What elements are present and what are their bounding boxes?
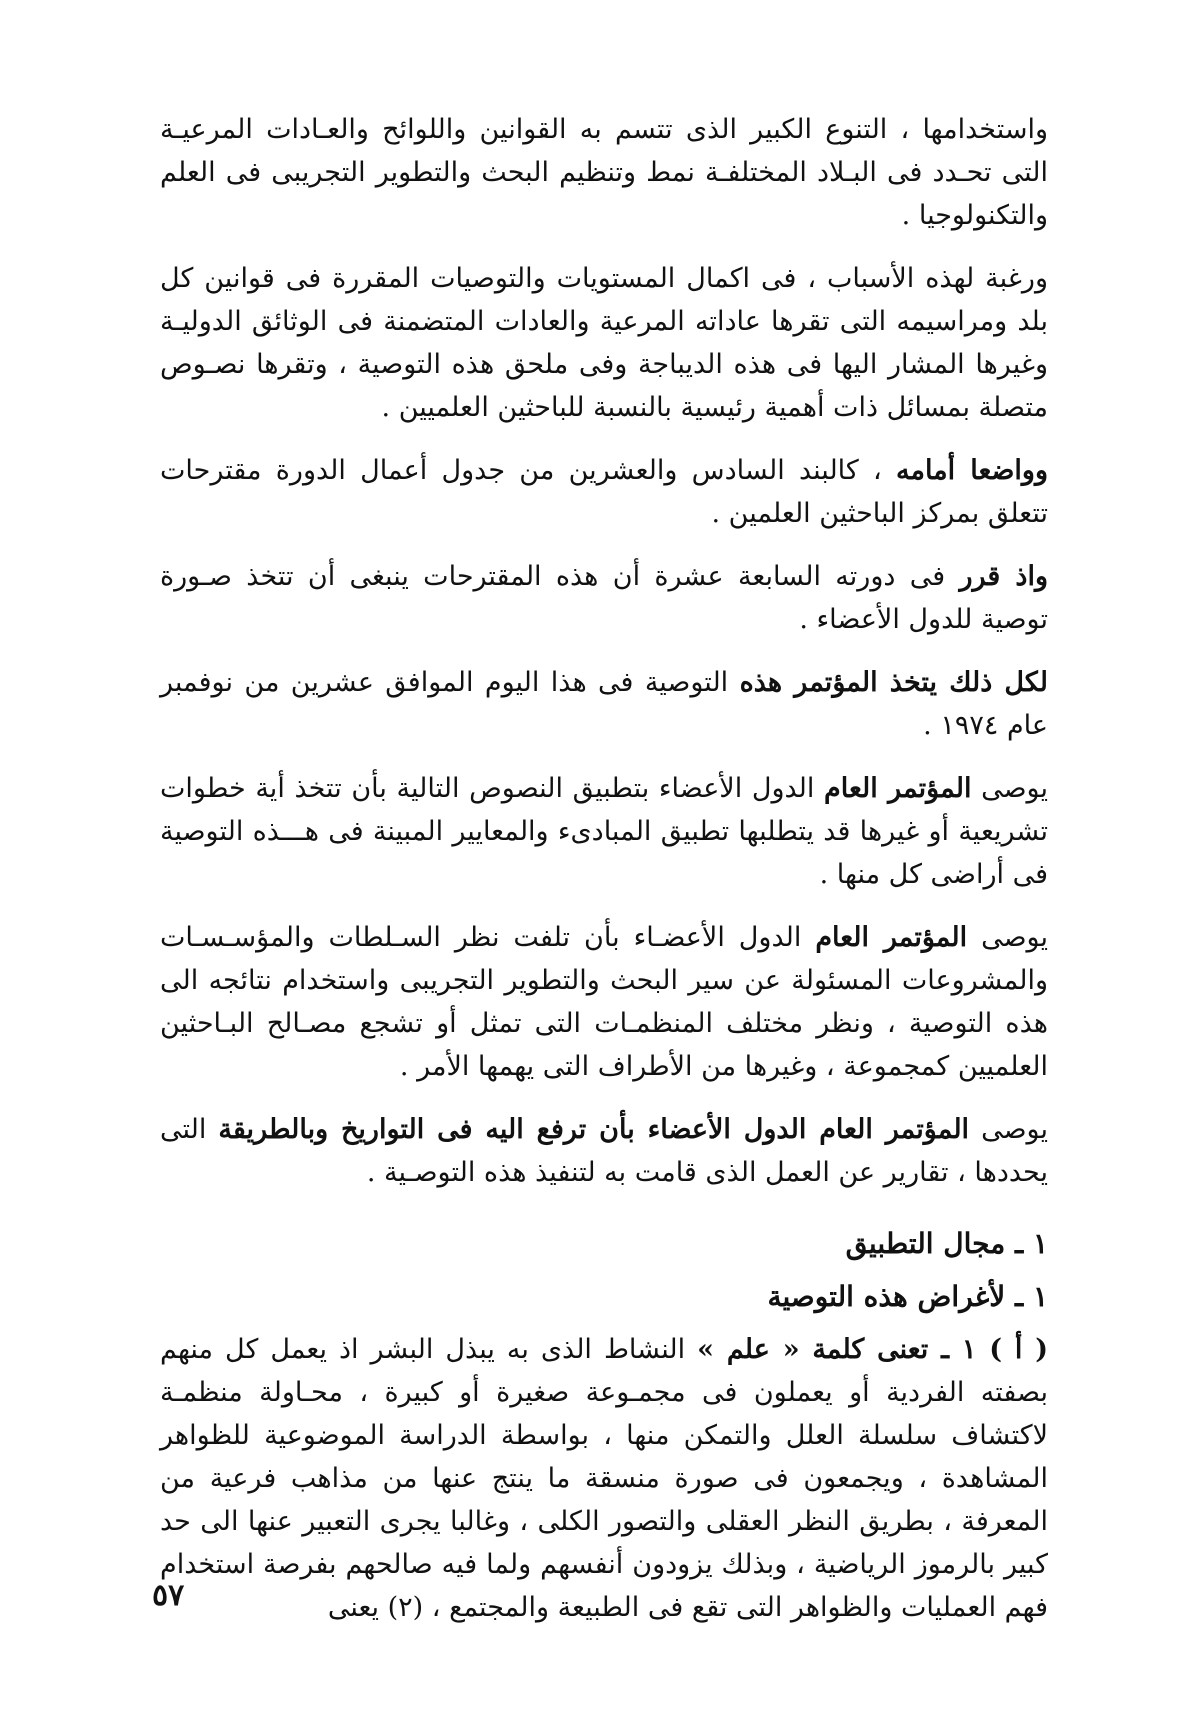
paragraph-1-text: واستخدامها ، التنوع الكبير الذى تتسم به القوانين واللوائح والعـادات المرعيـة التى تحـدد فى البـلاد المختلفـة نمط وتنظيم البحث والتطوير التجريبى فى العلم والتكنولوجيا . <box>160 114 1048 231</box>
paragraph-2-text: ورغبة لهذه الأسباب ، فى اكمال المستويات والتوصيات المقررة فى قوانين كل بلد ومراسيمه التى تقرها عاداته المرعية والعادات المتضمنة فى الوثائق الدوليـة وغيرها المشار اليها فى هذه الديباجة وفى ملحق هذه التوصية ، وتقرها نصـوص متصلة بمسائل ذات أهمية رئيسية بالنسبة للباحثين العلميين . <box>160 263 1048 423</box>
paragraph-5-lead: لكل ذلك يتخذ المؤتمر هذه <box>739 667 1048 698</box>
section-heading-purposes: ١ ـ لأغراض هذه التوصية <box>767 1280 1048 1313</box>
paragraph-3-text: ، كالبند السادس والعشرين من جدول أعمال الدورة مقترحات تتعلق بمركز الباحثين العلمين . <box>160 455 1048 529</box>
paragraph-4-lead: واذ قرر <box>959 561 1048 592</box>
body-text <box>160 108 1048 1649</box>
paragraph-8 <box>160 1108 1048 1194</box>
paragraph-2 <box>160 257 1048 429</box>
paragraph-7-text: الدول الأعضـاء بأن تلفت نظر السـلطات والمؤسـسـات والمشروعات المسئولة عن سير البحث والتطوير التجريبى واستخدام نتائجه الى هذه التوصية ، ونظر مختلف المنظمـات التى تمثل أو تشجع مصـالح البـاحثين العلميين كمجموعة ، وغيرها من الأطراف التى يهمها الأمر . <box>160 922 1048 1082</box>
paragraph-5 <box>160 661 1048 747</box>
paragraph-4-text: فى دورته السابعة عشرة أن هذه المقترحات ينبغى أن تتخذ صـورة توصية للدول الأعضاء . <box>160 561 1048 635</box>
paragraph-7 <box>160 916 1048 1088</box>
paragraph-1 <box>160 108 1048 237</box>
paragraph-8-text: التى يحددها ، تقارير عن العمل الذى قامت به لتنفيذ هذه التوصـية . <box>160 1114 1048 1188</box>
paragraph-9 <box>160 1328 1048 1629</box>
paragraph-5-text: التوصية فى هذا اليوم الموافق عشرين من نوفمبر عام ١٩٧٤ . <box>160 667 1048 741</box>
paragraph-7-lead: المؤتمر العام <box>815 922 968 953</box>
paragraph-9-lead: ( أ ) ١ ـ تعنى كلمة « علم » <box>697 1334 1048 1365</box>
paragraph-3-lead: وواضعا أمامه <box>896 455 1048 486</box>
paragraph-8-lead: المؤتمر العام الدول الأعضاء بأن ترفع اليه فى التواريخ وبالطريقة <box>218 1114 970 1145</box>
paragraph-6 <box>160 767 1048 896</box>
paragraph-6-text: الدول الأعضاء بتطبيق النصوص التالية بأن تتخذ أية خطوات تشريعية أو غيرها قد يتطلبها تطبيق المبادىء والمعايير المبينة فى هـــذه التوصية فى أراضى كل منها . <box>160 773 1048 890</box>
paragraph-9-text: النشاط الذى به يبذل البشر اذ يعمل كل منهم بصفته الفردية أو يعملون فى مجمـوعة صغيرة أو كبيرة ، محـاولة منظمـة لاكتشاف سلسلة العلل والتمكن منها ، بواسطة الدراسة الموضوعية للظواهر المشاهدة ، ويجمعون فى صورة منسقة ما ينتج عنها من مذاهب فرعية من المعرفة ، بطريق النظر العقلى والتصور الكلى ، وغالبا يجرى التعبير عنها الى حد كبير بالرموز الرياضية ، وبذلك يزودون أنفسهم ولما فيه صالحهم بفرصة استخدام فهم العمليات والظواهر التى تقع فى الطبيعة والمجتمع ، (٢) يعنى <box>160 1334 1048 1623</box>
section-heading-scope: ١ ـ مجال التطبيق <box>845 1227 1048 1260</box>
paragraph-4 <box>160 555 1048 641</box>
paragraph-8-pre: يوصى <box>969 1114 1048 1145</box>
paragraph-7-pre: يوصى <box>967 922 1048 953</box>
paragraph-6-pre: يوصى <box>971 773 1048 804</box>
paragraph-6-lead: المؤتمر العام <box>824 773 972 804</box>
page-number: ٥٧ <box>152 1578 185 1613</box>
paragraph-3 <box>160 449 1048 535</box>
